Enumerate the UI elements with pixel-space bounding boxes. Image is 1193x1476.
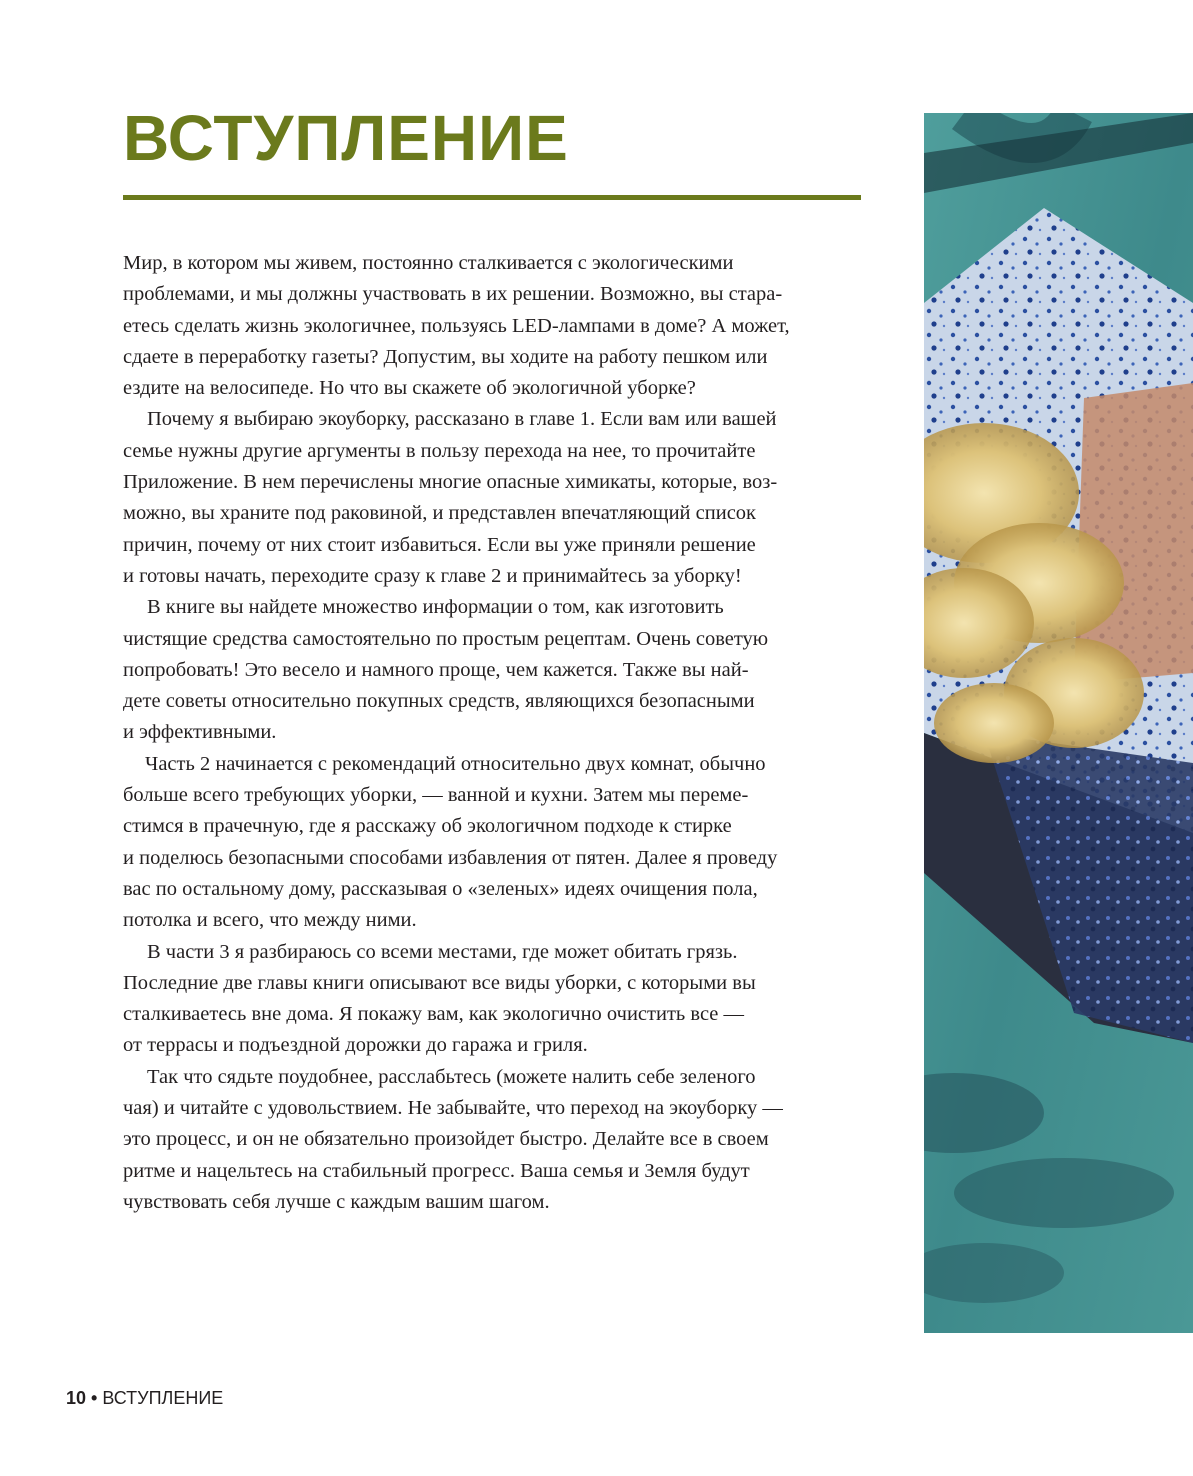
text-line: и готовы начать, переходите сразу к главе 2 и принимайтесь за уборку!: [123, 564, 742, 587]
text-line: от террасы и подъездной дорожки до гаража и гриля.: [123, 1034, 588, 1057]
text-line: можно, вы храните под раковиной, и представлен впечатляющий список: [123, 502, 756, 525]
text-line: Так что сядьте поудобнее, расслабьтесь (можете налить себе зеленого: [147, 1065, 756, 1088]
footer-section: ВСТУПЛЕНИЕ: [102, 1388, 224, 1408]
text-line: и эффективными.: [123, 721, 277, 744]
text-line: попробовать! Это весело и намного проще, чем кажется. Также вы най-: [123, 658, 749, 681]
text-line: чистящие средства самостоятельно по простым рецептам. Очень советую: [123, 627, 769, 650]
chapter-title: ВСТУПЛЕНИЕ: [123, 102, 569, 174]
text-line: чувствовать себя лучше с каждым вашим шагом.: [123, 1190, 550, 1213]
title-divider: [123, 195, 861, 200]
paragraph: [123, 592, 863, 748]
text-line: ритме и нацельтесь на стабильный прогресс. Ваша семья и Земля будут: [123, 1159, 750, 1182]
paragraph: [123, 1062, 863, 1218]
text-line: потолка и всего, что между ними.: [123, 909, 417, 932]
page-number: 10: [66, 1388, 87, 1408]
text-line: больше всего требующих уборки, — ванной и кухни. Затем мы переме-: [123, 784, 749, 807]
cleaning-brush-photo: [924, 113, 1193, 1333]
text-line: стимся в прачечную, где я расскажу об экологичном подходе к стирке: [123, 815, 732, 838]
page-footer: [66, 1386, 223, 1410]
text-line: сдаете в переработку газеты? Допустим, вы ходите на работу пешком или: [123, 345, 768, 368]
paragraph: [123, 248, 863, 404]
text-line: ездите на велосипеде. Но что вы скажете об экологичной уборке?: [123, 377, 696, 400]
text-line: причин, почему от них стоит избавиться. Если вы уже приняли решение: [123, 533, 756, 556]
text-line: сталкиваетесь вне дома. Я покажу вам, как экологично очистить все —: [123, 1003, 745, 1026]
text-line: вас по остальному дому, рассказывая о «зеленых» идеях очищения пола,: [123, 877, 758, 900]
text-line: дете советы относительно покупных средств, являющихся безопасными: [123, 690, 755, 713]
body-text: [123, 248, 863, 1218]
text-line: етесь сделать жизнь экологичнее, пользуясь LED-лампами в доме? А может,: [123, 314, 790, 337]
text-line: это процесс, и он не обязательно произойдет быстро. Делайте все в своем: [123, 1128, 769, 1151]
text-line: чая) и читайте с удовольствием. Не забывайте, что переход на экоуборку —: [123, 1097, 783, 1120]
text-line: Почему я выбираю экоуборку, рассказано в главе 1. Если вам или вашей: [147, 408, 777, 431]
text-line: Мир, в котором мы живем, постоянно сталкивается с экологическими: [123, 252, 734, 274]
paragraph: [123, 404, 863, 592]
footer-bullet: •: [91, 1388, 98, 1408]
text-line: Часть 2 начинается с рекомендаций относительно двух комнат, обычно: [145, 752, 766, 775]
text-line: Последние две главы книги описывают все виды уборки, с которыми вы: [123, 971, 756, 994]
paragraph: [123, 937, 863, 1062]
text-line: Приложение. В нем перечислены многие опасные химикаты, которые, воз-: [123, 471, 778, 494]
text-line: проблемами, и мы должны участвовать в их решении. Возможно, вы стара-: [123, 283, 783, 306]
text-line: семье нужны другие аргументы в пользу перехода на нее, то прочитайте: [123, 439, 756, 462]
paragraph: [123, 749, 863, 937]
text-line: В книге вы найдете множество информации о том, как изготовить: [147, 596, 724, 619]
text-line: В части 3 я разбираюсь со всеми местами, где может обитать грязь.: [147, 940, 738, 963]
text-line: и поделюсь безопасными способами избавления от пятен. Далее я проведу: [123, 846, 778, 869]
